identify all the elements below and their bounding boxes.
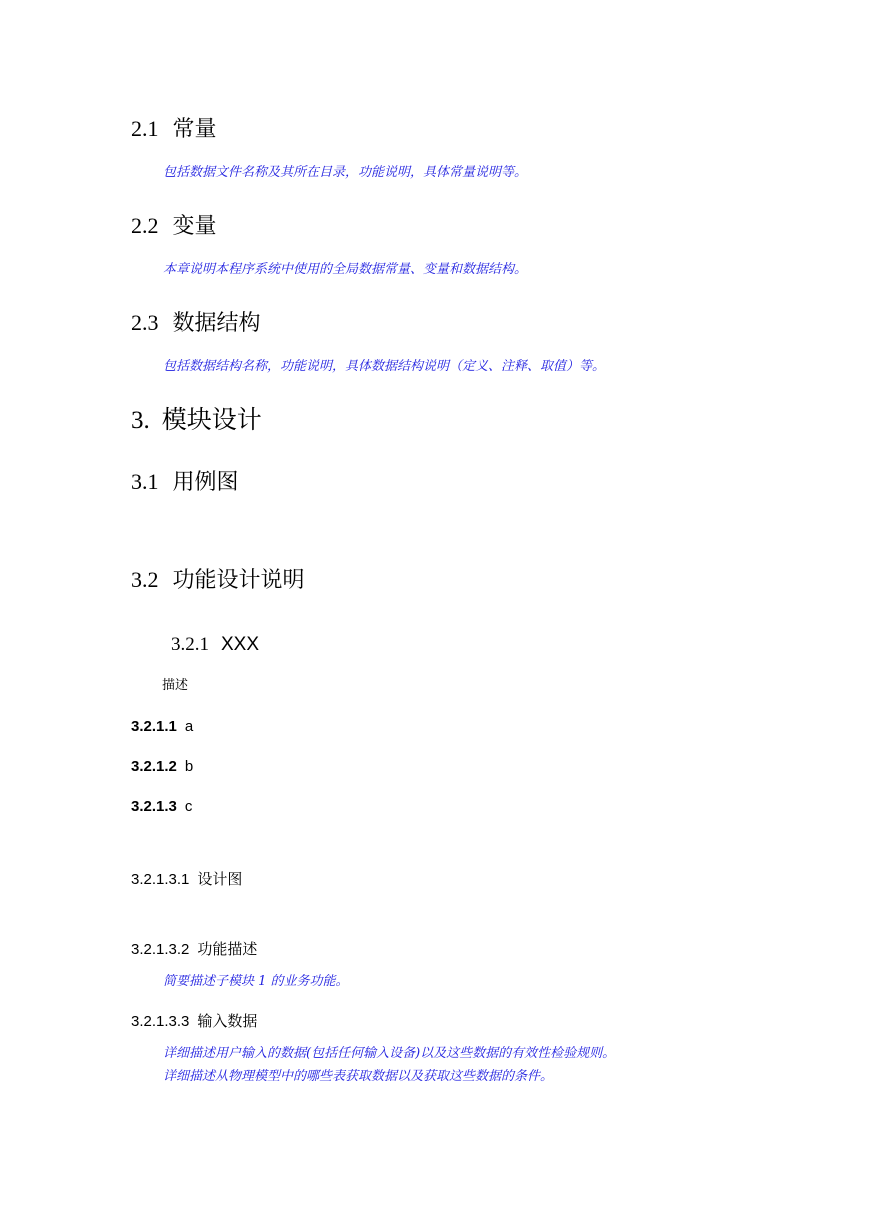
heading-title: 数据结构 — [172, 311, 261, 336]
heading-title: 功能设计说明 — [172, 568, 305, 593]
heading-title: 用例图 — [172, 470, 239, 495]
heading-3-2-1-3-2 — [131, 942, 257, 957]
heading-number: 3.2.1.1 — [131, 718, 177, 735]
note-2-2: 本章说明本程序系统中使用的全局数据常量、变量和数据结构。 — [163, 262, 528, 277]
heading-3-2-1-2 — [131, 759, 193, 774]
heading-number: 3.2.1.3.2 — [131, 941, 190, 958]
heading-title: b — [184, 758, 194, 775]
heading-2-1 — [131, 118, 217, 141]
heading-number: 3.2 — [131, 567, 159, 592]
heading-title: 常量 — [172, 117, 217, 142]
note-3-2-1-3-3-line2: 详细描述从物理模型中的哪些表获取数据以及获取这些数据的条件。 — [163, 1069, 554, 1084]
heading-3-2-1-3-3 — [131, 1014, 257, 1029]
heading-2-3 — [131, 312, 261, 335]
heading-title: 设计图 — [197, 871, 243, 888]
heading-number: 2.3 — [131, 310, 159, 335]
heading-number: 3.1 — [131, 469, 159, 494]
body-text-description: 描述 — [162, 678, 189, 693]
heading-title: XXX — [221, 634, 260, 655]
heading-2-2 — [131, 215, 217, 238]
heading-3-2-1 — [171, 635, 259, 654]
heading-3 — [131, 407, 262, 433]
heading-3-1 — [131, 471, 239, 494]
heading-3-2 — [131, 569, 305, 592]
heading-number: 3.2.1 — [171, 634, 209, 655]
heading-number: 3.2.1.3.3 — [131, 1013, 190, 1030]
heading-3-2-1-1 — [131, 719, 193, 734]
note-3-2-1-3-3-line1: 详细描述用户输入的数据(包括任何输入设备)以及这些数据的有效性检验规则。 — [163, 1046, 616, 1061]
heading-title: 变量 — [172, 214, 217, 239]
heading-title: a — [184, 718, 194, 735]
heading-3-2-1-3-1 — [131, 872, 242, 887]
heading-title: 输入数据 — [197, 1013, 258, 1030]
heading-number: 2.1 — [131, 116, 159, 141]
heading-number: 3.2.1.2 — [131, 758, 177, 775]
heading-title: c — [184, 798, 193, 815]
heading-3-2-1-3 — [131, 799, 192, 814]
heading-number: 3.2.1.3.1 — [131, 871, 190, 888]
note-2-3: 包括数据结构名称，功能说明，具体数据结构说明（定义、注释、取值）等。 — [163, 359, 606, 374]
heading-title: 模块设计 — [161, 405, 262, 434]
heading-title: 功能描述 — [197, 941, 258, 958]
heading-number: 3. — [131, 407, 150, 434]
heading-number: 3.2.1.3 — [131, 798, 177, 815]
heading-number: 2.2 — [131, 213, 159, 238]
note-2-1: 包括数据文件名称及其所在目录，功能说明，具体常量说明等。 — [163, 165, 528, 180]
note-3-2-1-3-2: 简要描述子模块 1 的业务功能。 — [163, 974, 349, 989]
